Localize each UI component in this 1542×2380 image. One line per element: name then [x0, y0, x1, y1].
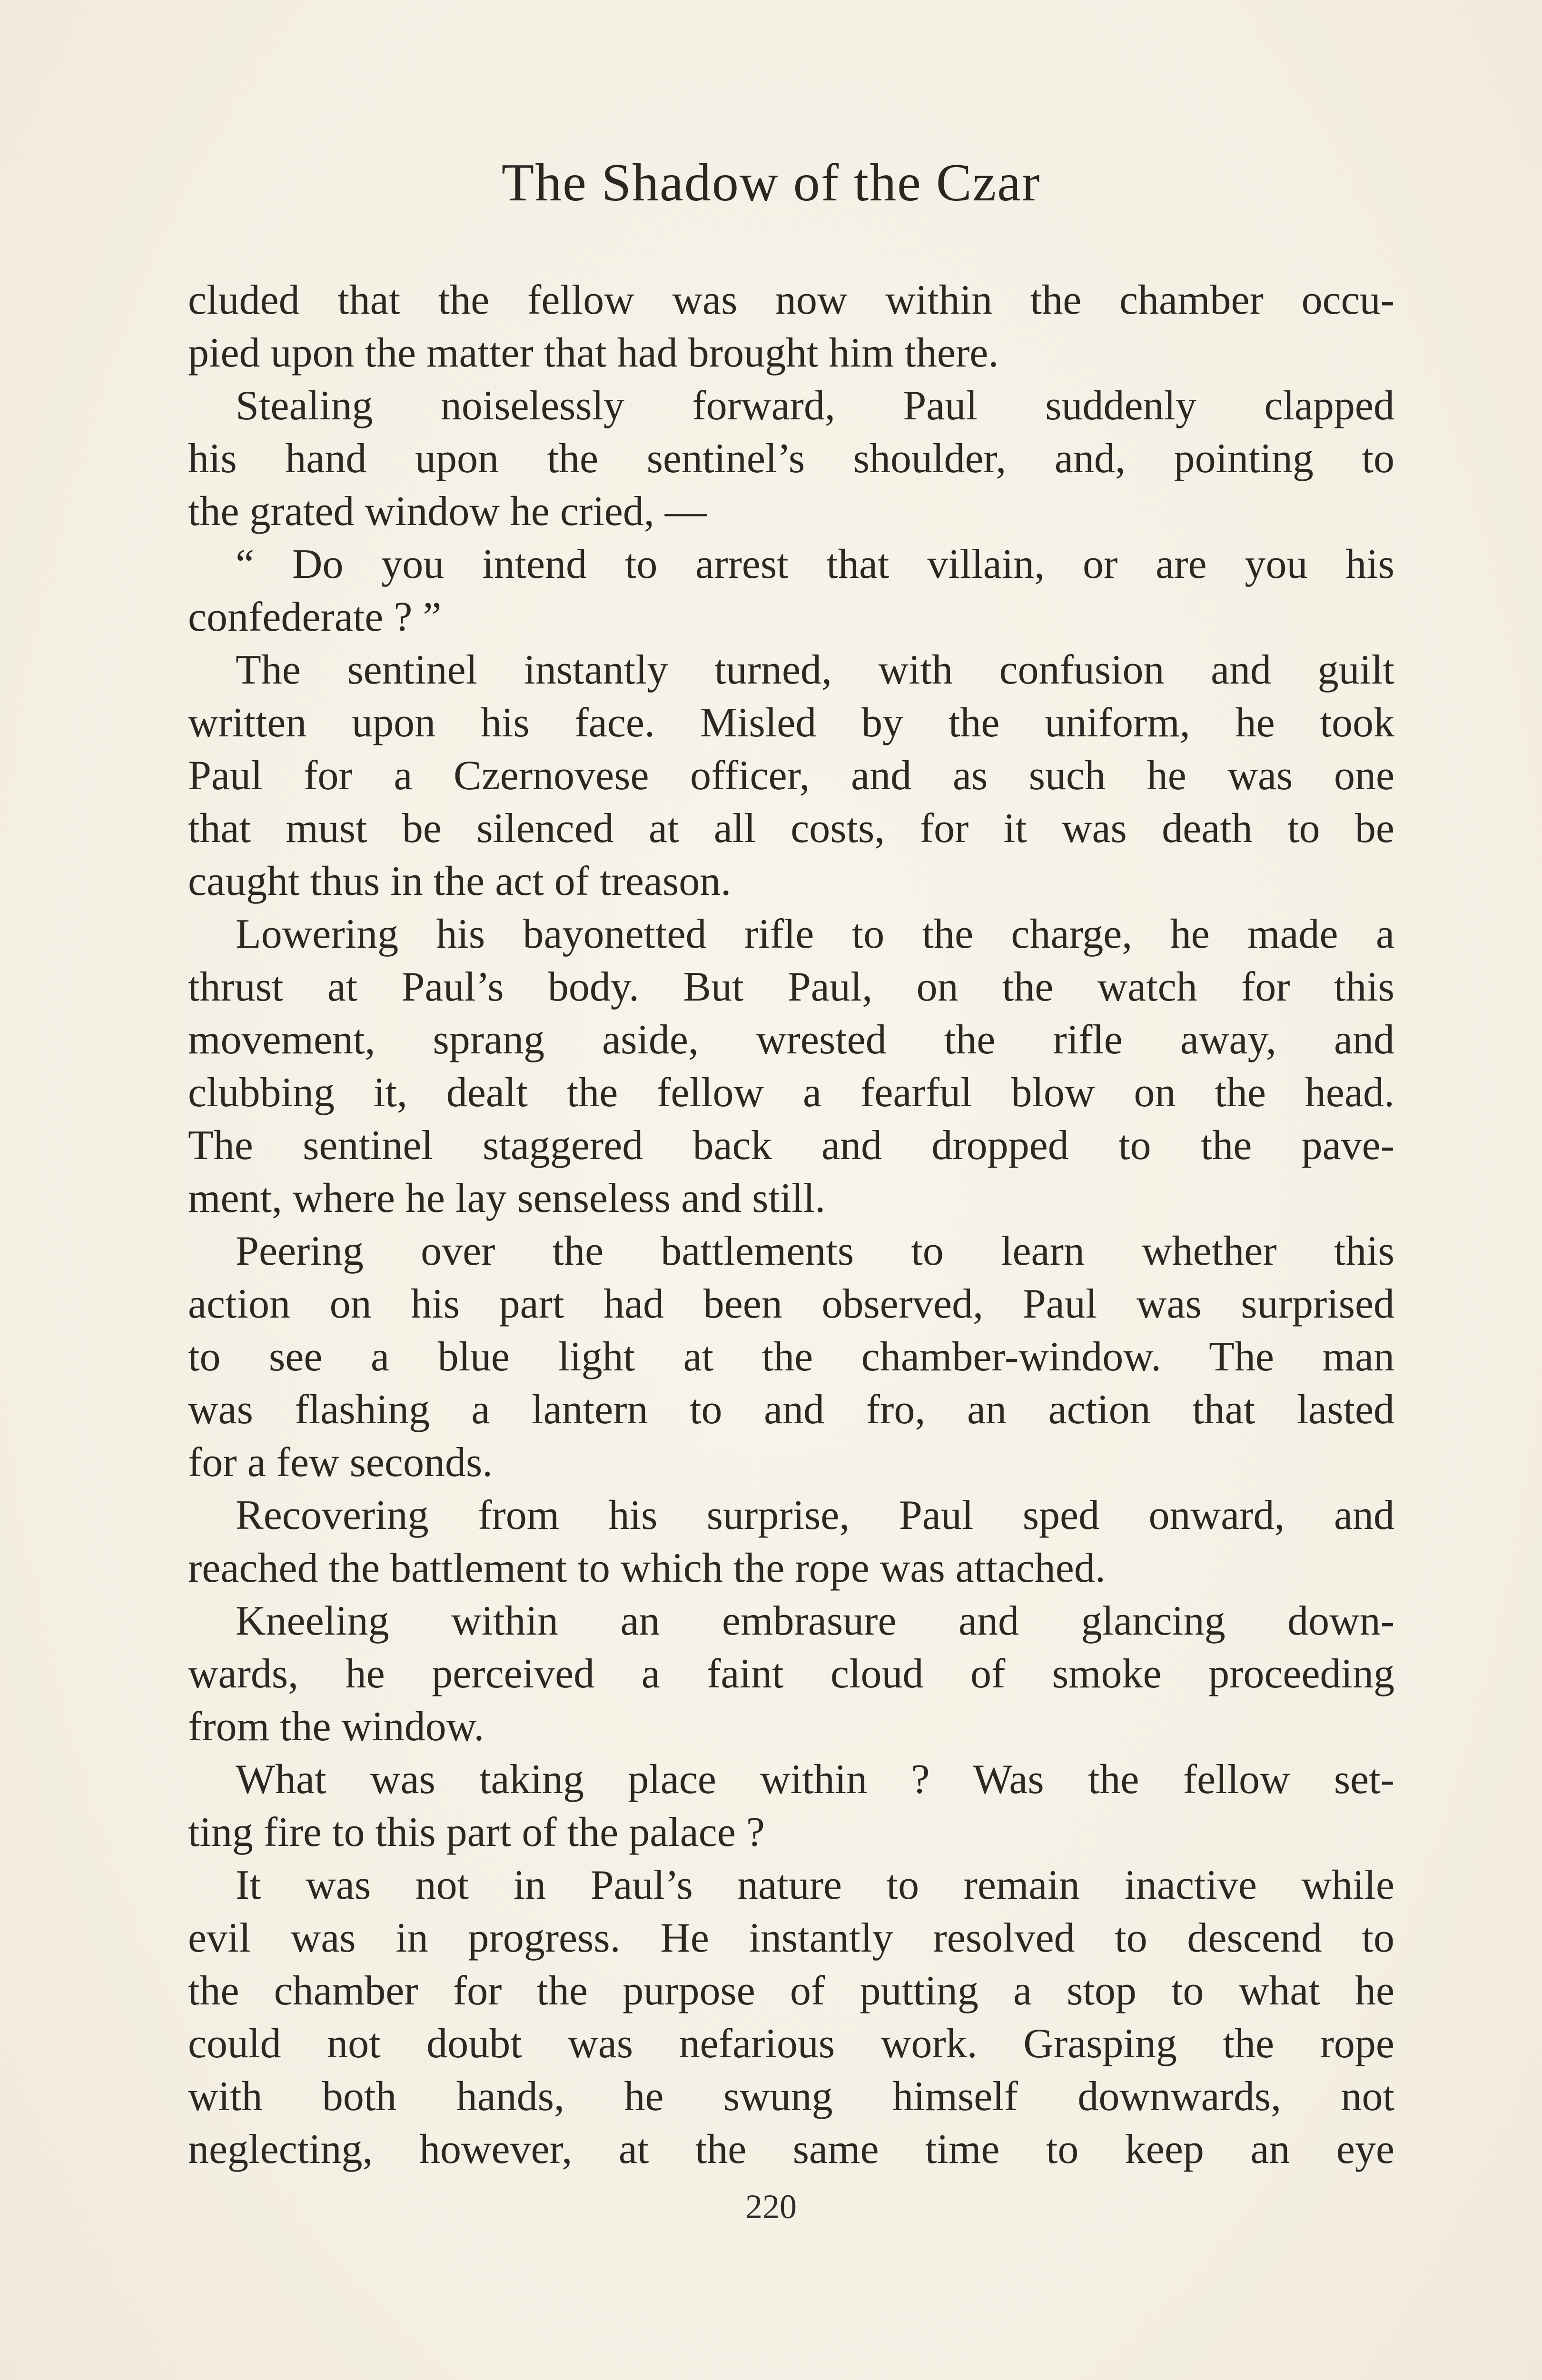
text-line: Recovering from his surprise, Paul sped onward, and: [236, 1492, 1394, 1538]
text-line: confederate ? ”: [188, 594, 442, 640]
text-line: Lowering his bayonetted rifle to the charge, he made a: [236, 911, 1394, 957]
text-line: reached the battlement to which the rope was attached.: [188, 1545, 1106, 1591]
text-line: pied upon the matter that had brought him there.: [188, 330, 999, 376]
text-line: ting fire to this part of the palace ?: [188, 1809, 765, 1855]
page-number: 220: [745, 2188, 797, 2226]
text-line: from the window.: [188, 1704, 484, 1750]
text-line: cluded that the fellow was now within the chamber occu-: [188, 277, 1394, 323]
text-line: action on his part had been observed, Paul was surprised: [188, 1281, 1394, 1327]
text-line: caught thus in the act of treason.: [188, 858, 731, 904]
text-line: to see a blue light at the chamber-window. The man: [188, 1334, 1394, 1380]
running-title: The Shadow of the Czar: [501, 153, 1041, 212]
text-line: Paul for a Czernovese officer, and as such he was one: [188, 753, 1394, 799]
text-line: the grated window he cried, —: [188, 488, 707, 535]
text-line: ment, where he lay senseless and still.: [188, 1175, 826, 1221]
text-line: evil was in progress. He instantly resolved to descend to: [188, 1915, 1394, 1961]
text-line: Kneeling within an embrasure and glancing down-: [236, 1598, 1394, 1644]
text-line: movement, sprang aside, wrested the rifle away, and: [188, 1017, 1394, 1063]
text-line: What was taking place within ? Was the fellow set-: [236, 1756, 1394, 1803]
body-text: [188, 274, 1394, 2176]
text-line: “ Do you intend to arrest that villain, or are you his: [236, 541, 1394, 587]
text-line: Stealing noiselessly forward, Paul suddenly clapped: [236, 383, 1394, 429]
text-line: thrust at Paul’s body. But Paul, on the watch for this: [188, 964, 1394, 1010]
text-line: clubbing it, dealt the fellow a fearful blow on the head.: [188, 1070, 1394, 1116]
text-line: The sentinel staggered back and dropped to the pave-: [188, 1122, 1394, 1169]
text-line: The sentinel instantly turned, with confusion and guilt: [236, 647, 1394, 693]
text-line: his hand upon the sentinel’s shoulder, and, pointing to: [188, 436, 1394, 482]
text-line: written upon his face. Misled by the uniform, he took: [188, 700, 1394, 746]
text-line: Peering over the battlements to learn whether this: [236, 1228, 1394, 1274]
text-line: for a few seconds.: [188, 1439, 493, 1486]
text-line: It was not in Paul’s nature to remain inactive while: [236, 1862, 1394, 1908]
text-line: neglecting, however, at the same time to keep an eye: [188, 2126, 1394, 2172]
text-line: wards, he perceived a faint cloud of smoke proceeding: [188, 1651, 1394, 1697]
text-line: with both hands, he swung himself downwards, not: [188, 2073, 1394, 2120]
text-line: that must be silenced at all costs, for it was death to be: [188, 805, 1394, 852]
text-line: the chamber for the purpose of putting a stop to what he: [188, 1968, 1394, 2014]
text-line: was flashing a lantern to and fro, an action that lasted: [188, 1387, 1394, 1433]
text-line: could not doubt was nefarious work. Grasping the rope: [188, 2021, 1394, 2067]
